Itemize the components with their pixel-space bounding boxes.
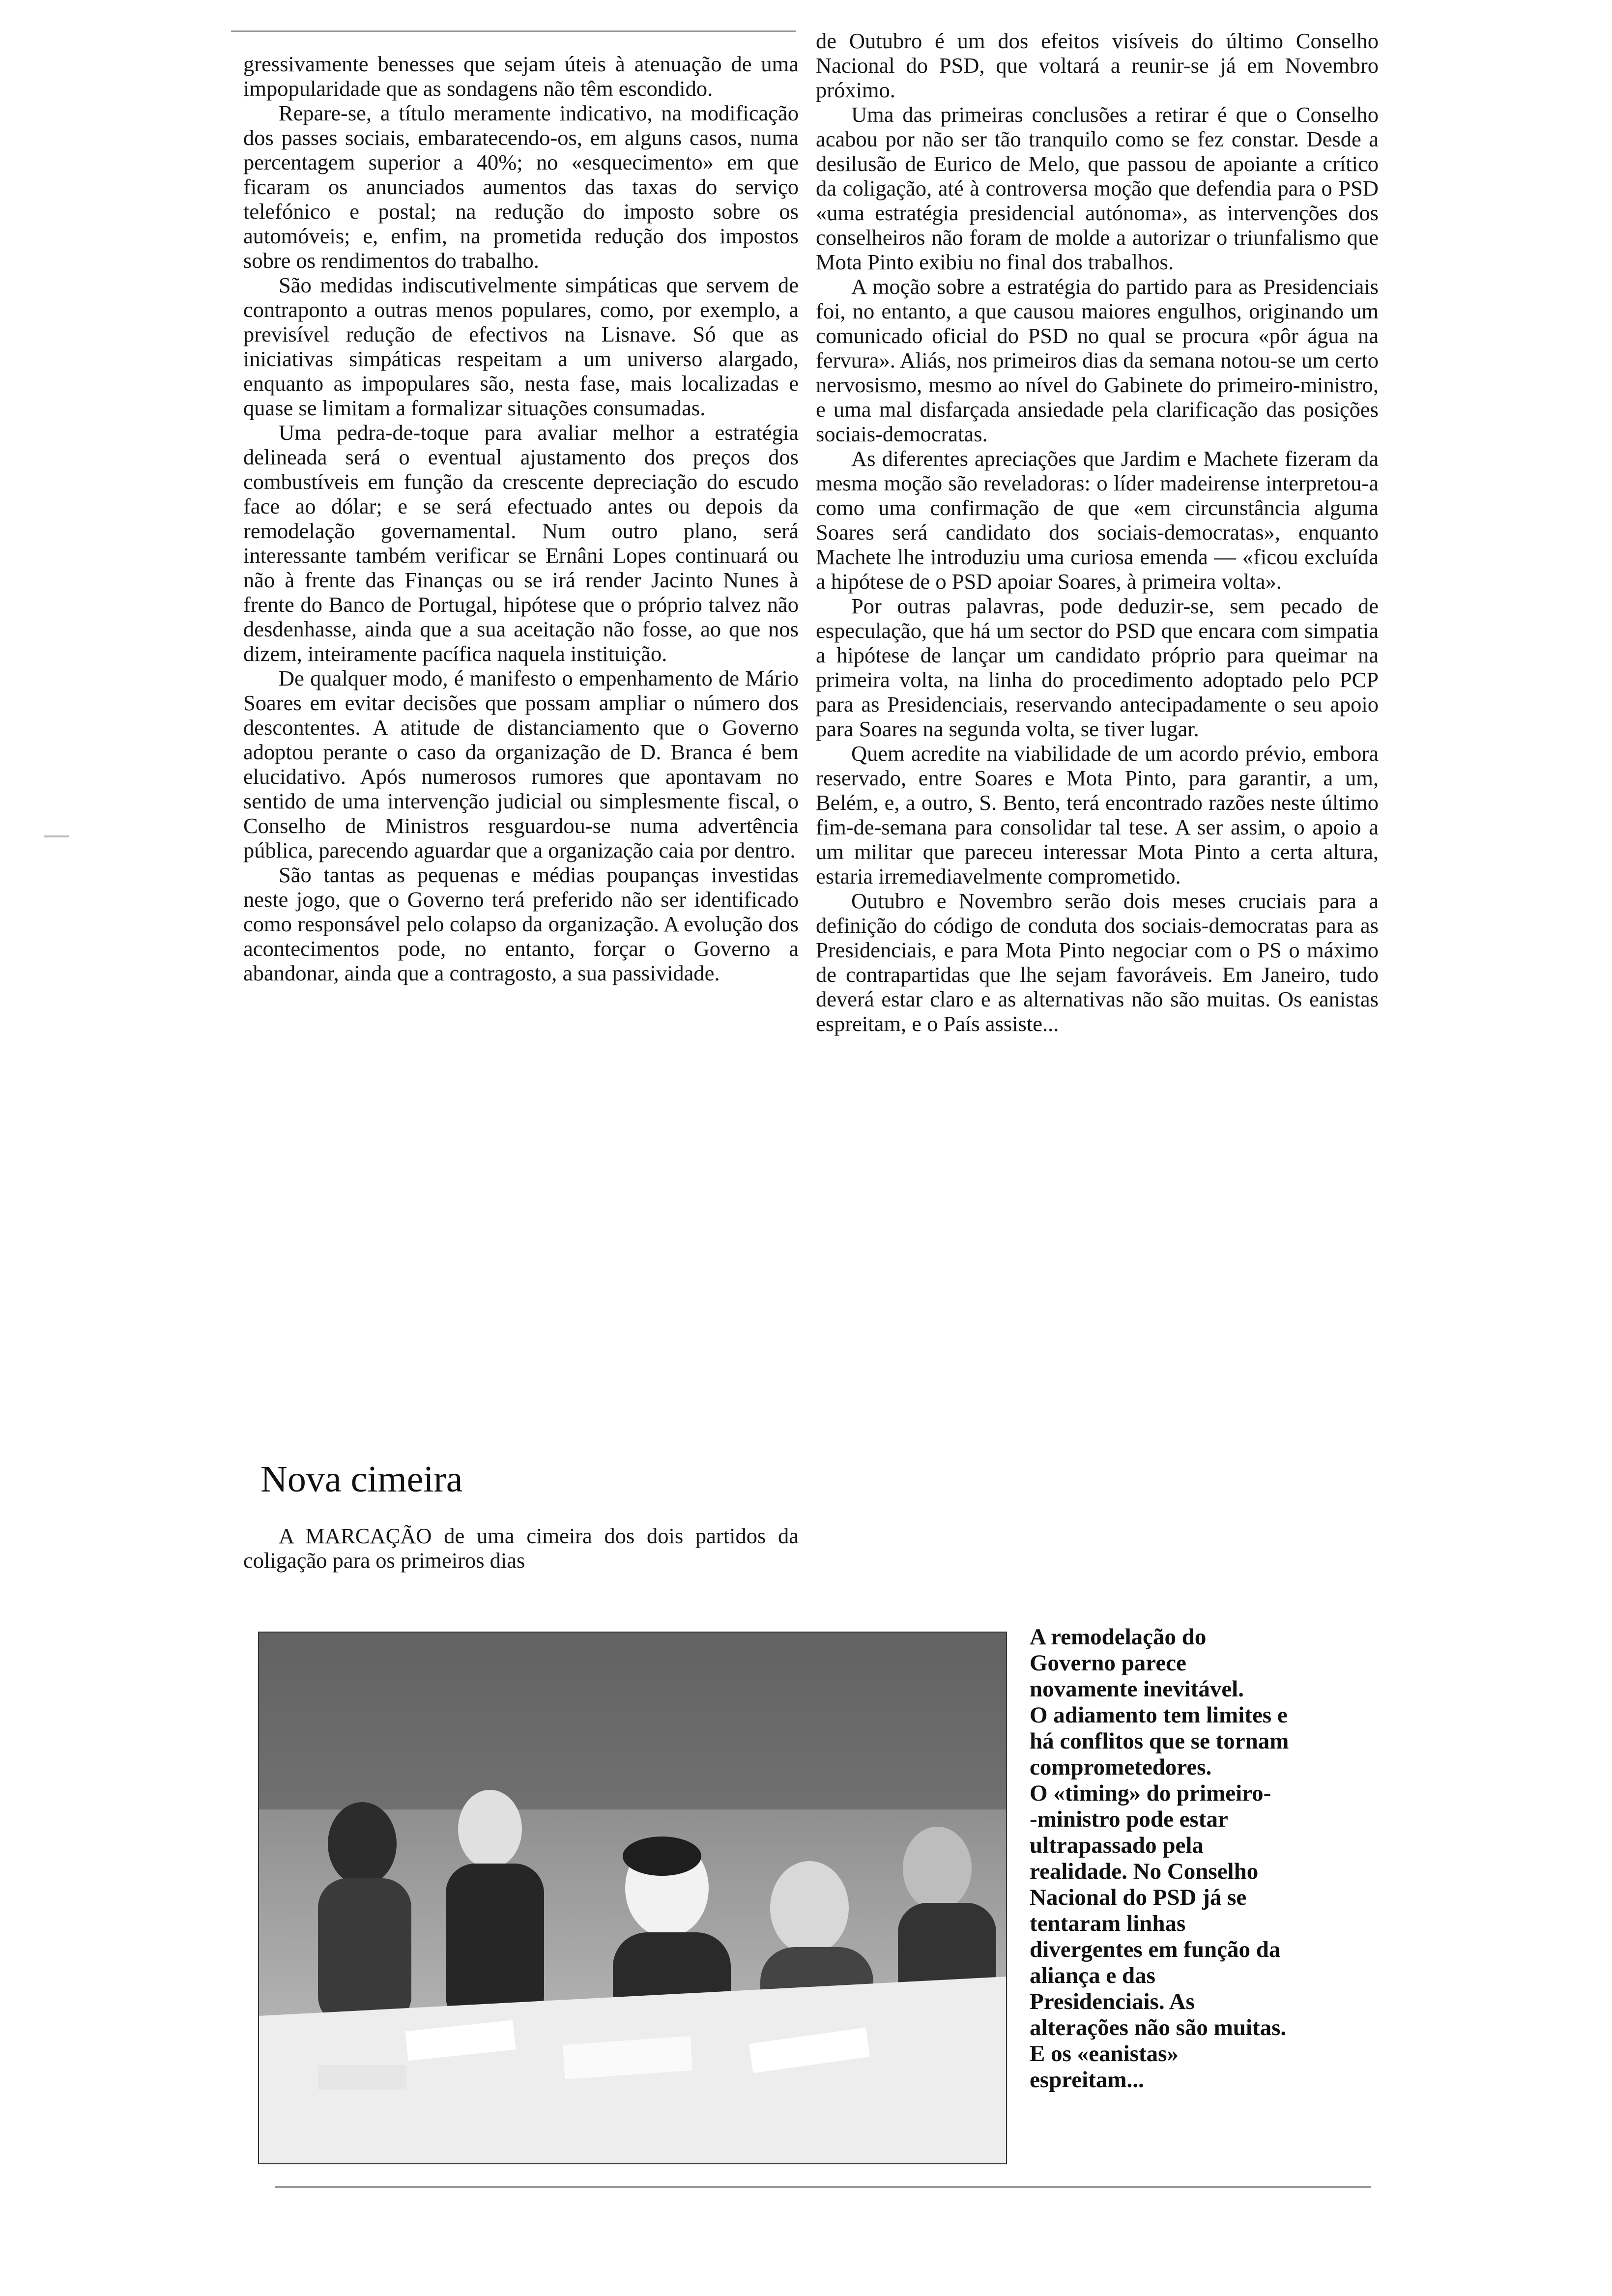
caption-line: tentaram linhas — [1030, 1911, 1186, 1936]
article-paragraph: Repare-se, a título meramente indicativo, na modificação dos passes sociais, embaratecendo-os, em alguns casos, numa percentagem superior a 40%; no «esquecimento» em que ficaram os anunciados aumentos das taxas do serviço telefónico e postal; na redução do imposto sobre os automóveis; e, enfim, na prometida redução dos impostos sobre os rendimentos do trabalho. — [243, 101, 799, 273]
caption-line: novamente inevitável. — [1030, 1676, 1244, 1702]
article-paragraph: gressivamente benesses que sejam úteis à atenuação de uma impopularidade que as sondagens não têm escondido. — [243, 52, 799, 101]
article-paragraph: São tantas as pequenas e médias poupanças investidas neste jogo, que o Governo terá preferido não ser identificado como responsável pelo colapso da organização. A evolução dos acontecimentos pode, no entanto, forçar o Governo a abandonar, ainda que a contragosto, a sua passividade. — [243, 862, 799, 985]
caption-line: ultrapassado pela — [1030, 1833, 1204, 1858]
caption-line: espreitam... — [1030, 2067, 1144, 2093]
article-paragraph: Por outras palavras, pode deduzir-se, sem pecado de especulação, que há um sector do PSD que encara com simpatia a hipótese de lançar um candidato próprio para queimar na primeira volta, na linha do procedimento adoptado pelo PCP para as Presidenciais, reservando antecipadamente o seu apoio para Soares na segunda volta, se tiver lugar. — [816, 594, 1379, 741]
article-paragraph: São medidas indiscutivelmente simpáticas que servem de contraponto a outras menos populares, como, por exemplo, a previsível redução de efectivos na Lisnave. Só que as iniciativas simpáticas respeitam a um universo alargado, enquanto as impopulares são, nesta fase, mais localizadas e quase se limitam a formalizar situações consumadas. — [243, 273, 799, 420]
top-scan-rule — [231, 30, 796, 32]
photo-caption — [1030, 1624, 1408, 2093]
caption-line: A remodelação do — [1030, 1624, 1207, 1650]
caption-line: divergentes em função da — [1030, 1937, 1281, 1962]
article-paragraph: de Outubro é um dos efeitos visíveis do último Conselho Nacional do PSD, que voltará a reunir-se já em Novembro próximo. — [816, 29, 1379, 102]
caption-line: realidade. No Conselho — [1030, 1859, 1259, 1884]
caption-line: Presidenciais. As — [1030, 1989, 1195, 2014]
article-column-right — [816, 29, 1379, 1036]
article-paragraph: Uma pedra-de-toque para avaliar melhor a estratégia delineada será o eventual ajustamento dos preços dos combustíveis em função da crescente depreciação do escudo face ao dólar; e se será efectuado antes ou depois da remodelação governamental. Num outro plano, será interessante também verificar se Ernâni Lopes continuará ou não à frente das Finanças ou se irá render Jacinto Nunes à frente do Banco de Portugal, hipótese que o próprio talvez não desdenhasse, ainda que a sua aceitação não fosse, ao que nos dizem, inteiramente pacífica naquela instituição. — [243, 420, 799, 666]
scan-mark — [44, 835, 69, 837]
caption-line: -ministro pode estar — [1030, 1807, 1228, 1832]
caption-line: O adiamento tem limites e — [1030, 1702, 1288, 1728]
article-paragraph: A moção sobre a estratégia do partido para as Presidenciais foi, no entanto, a que causou maiores engulhos, originando um comunicado oficial do PSD no qual se procura «pôr água na fervura». Aliás, nos primeiros dias da semana notou-se um certo nervosismo, mesmo ao nível do Gabinete do primeiro-ministro, e uma mal disfarçada ansiedade pela clarificação das posições sociais-democratas. — [816, 274, 1379, 446]
caption-line: há conflitos que se tornam — [1030, 1728, 1289, 1754]
meeting-photo — [258, 1632, 1007, 2164]
article-paragraph: Uma das primeiras conclusões a retirar é que o Conselho acabou por não ser tão tranquilo como se fez constar. Desde a desilusão de Eurico de Melo, que passou de apoiante a crítico da coligação, até à controversa moção que defendia para o PSD «uma estratégia presidencial autónoma», as intervenções dos conselheiros não foram de molde a autorizar o triunfalismo que Mota Pinto exibiu no final dos trabalhos. — [816, 102, 1379, 274]
caption-line: Nacional do PSD já se — [1030, 1885, 1247, 1910]
article-column-left-bottom — [243, 1523, 799, 1573]
caption-line: O «timing» do primeiro- — [1030, 1780, 1271, 1806]
caption-line: Governo parece — [1030, 1650, 1186, 1676]
caption-line: aliança e das — [1030, 1963, 1155, 1988]
caption-line: alterações não são muitas. — [1030, 2015, 1287, 2040]
article-paragraph: Quem acredite na viabilidade de um acordo prévio, embora reservado, entre Soares e Mota Pinto, para garantir, a um, Belém, e, a outro, S. Bento, terá encontrado razões neste último fim-de-semana para consolidar tal tese. A ser assim, o apoio a um militar que pareceu interessar Mota Pinto a certa altura, estaria irremediavelmente comprometido. — [816, 741, 1379, 889]
section-heading: Nova cimeira — [260, 1459, 463, 1500]
bottom-scan-rule — [275, 2186, 1371, 2188]
article-paragraph: A MARCAÇÃO de uma cimeira dos dois partidos da coligação para os primeiros dias — [243, 1523, 799, 1573]
article-paragraph: Outubro e Novembro serão dois meses cruciais para a definição do código de conduta dos sociais-democratas para as Presidenciais, e para Mota Pinto negociar com o PS o máximo de contrapartidas que lhe sejam favoráveis. Em Janeiro, tudo deverá estar claro e as alternativas não são muitas. Os eanistas espreitam, e o País assiste... — [816, 889, 1379, 1036]
caption-line: comprometedores. — [1030, 1754, 1212, 1780]
meeting-photo-image — [259, 1633, 1006, 2163]
caption-line: E os «eanistas» — [1030, 2041, 1179, 2066]
article-paragraph: As diferentes apreciações que Jardim e Machete fizeram da mesma moção são reveladoras: o líder madeirense interpretou-a como uma confirmação de que «em circunstância alguma Soares será candidato dos sociais-democratas», enquanto Machete lhe introduziu uma curiosa emenda — «ficou excluída a hipótese de o PSD apoiar Soares, à primeira volta». — [816, 446, 1379, 594]
article-paragraph: De qualquer modo, é manifesto o empenhamento de Mário Soares em evitar decisões que possam ampliar o número dos descontentes. A atitude de distanciamento que o Governo adoptou perante o caso da organização de D. Branca é bem elucidativo. Após numerosos rumores que apontavam no sentido de uma intervenção judicial ou simplesmente fiscal, o Conselho de Ministros resguardou-se numa advertência pública, parecendo aguardar que a organização caia por dentro. — [243, 666, 799, 862]
article-column-left — [243, 52, 799, 985]
